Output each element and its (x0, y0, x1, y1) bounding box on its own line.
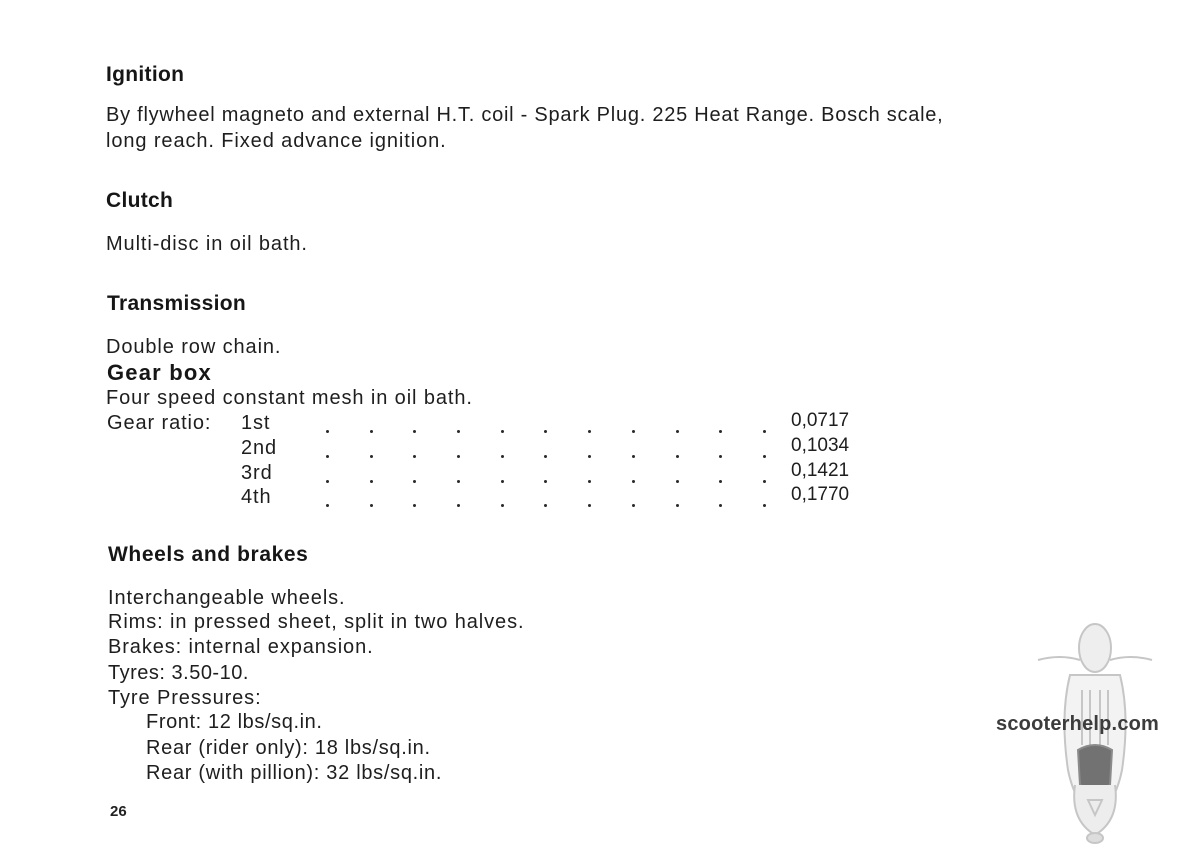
gear-ratio-label: Gear ratio: (107, 412, 212, 434)
gear-name: 1st (241, 412, 271, 434)
section-heading-clutch: Clutch (106, 189, 174, 212)
watermark-text: scooterhelp.com (996, 713, 1160, 735)
wheels-text-line: Tyres: 3.50-10. (108, 662, 249, 684)
tyre-pressure-line: Rear (rider only): 18 lbs/sq.in. (146, 737, 431, 759)
section-heading-ignition: Ignition (106, 63, 185, 86)
gear-name: 2nd (241, 437, 278, 459)
gearbox-description: Four speed constant mesh in oil bath. (106, 387, 473, 409)
wheels-text-line: Brakes: internal expansion. (108, 636, 374, 658)
section-heading-transmission: Transmission (107, 292, 246, 315)
section-heading-gearbox: Gear box (107, 360, 212, 385)
gear-ratio-value: 0,0717 (791, 410, 850, 431)
gear-ratio-table (0, 0, 900, 520)
dot-leader (326, 460, 766, 485)
gear-name: 3rd (241, 462, 273, 484)
dot-leader (326, 484, 766, 509)
ignition-text-line-2: long reach. Fixed advance ignition. (106, 130, 447, 152)
dot-leader (326, 410, 766, 435)
transmission-text: Double row chain. (106, 336, 282, 358)
page-number: 26 (110, 803, 127, 820)
gear-ratio-value: 0,1034 (791, 435, 850, 456)
gear-ratio-row (0, 410, 900, 435)
wheels-text-line: Interchangeable wheels. (108, 587, 346, 609)
tyre-pressure-line: Front: 12 lbs/sq.in. (146, 711, 323, 733)
wheels-text-line: Tyre Pressures: (108, 687, 262, 709)
ignition-text-line-1: By flywheel magneto and external H.T. coil - Spark Plug. 225 Heat Range. Bosch scale, (106, 104, 944, 126)
gear-ratio-value: 0,1770 (791, 484, 850, 505)
gear-ratio-value: 0,1421 (791, 460, 850, 481)
dot-leader (326, 435, 766, 460)
clutch-text: Multi-disc in oil bath. (106, 233, 308, 255)
wheels-text-line: Rims: in pressed sheet, split in two halves. (108, 611, 525, 633)
section-heading-wheels-brakes: Wheels and brakes (108, 543, 309, 566)
gear-ratio-row (0, 460, 900, 485)
gear-ratio-row (0, 435, 900, 460)
gear-ratio-row (0, 484, 900, 509)
gear-name: 4th (241, 486, 272, 508)
tyre-pressure-line: Rear (with pillion): 32 lbs/sq.in. (146, 762, 443, 784)
